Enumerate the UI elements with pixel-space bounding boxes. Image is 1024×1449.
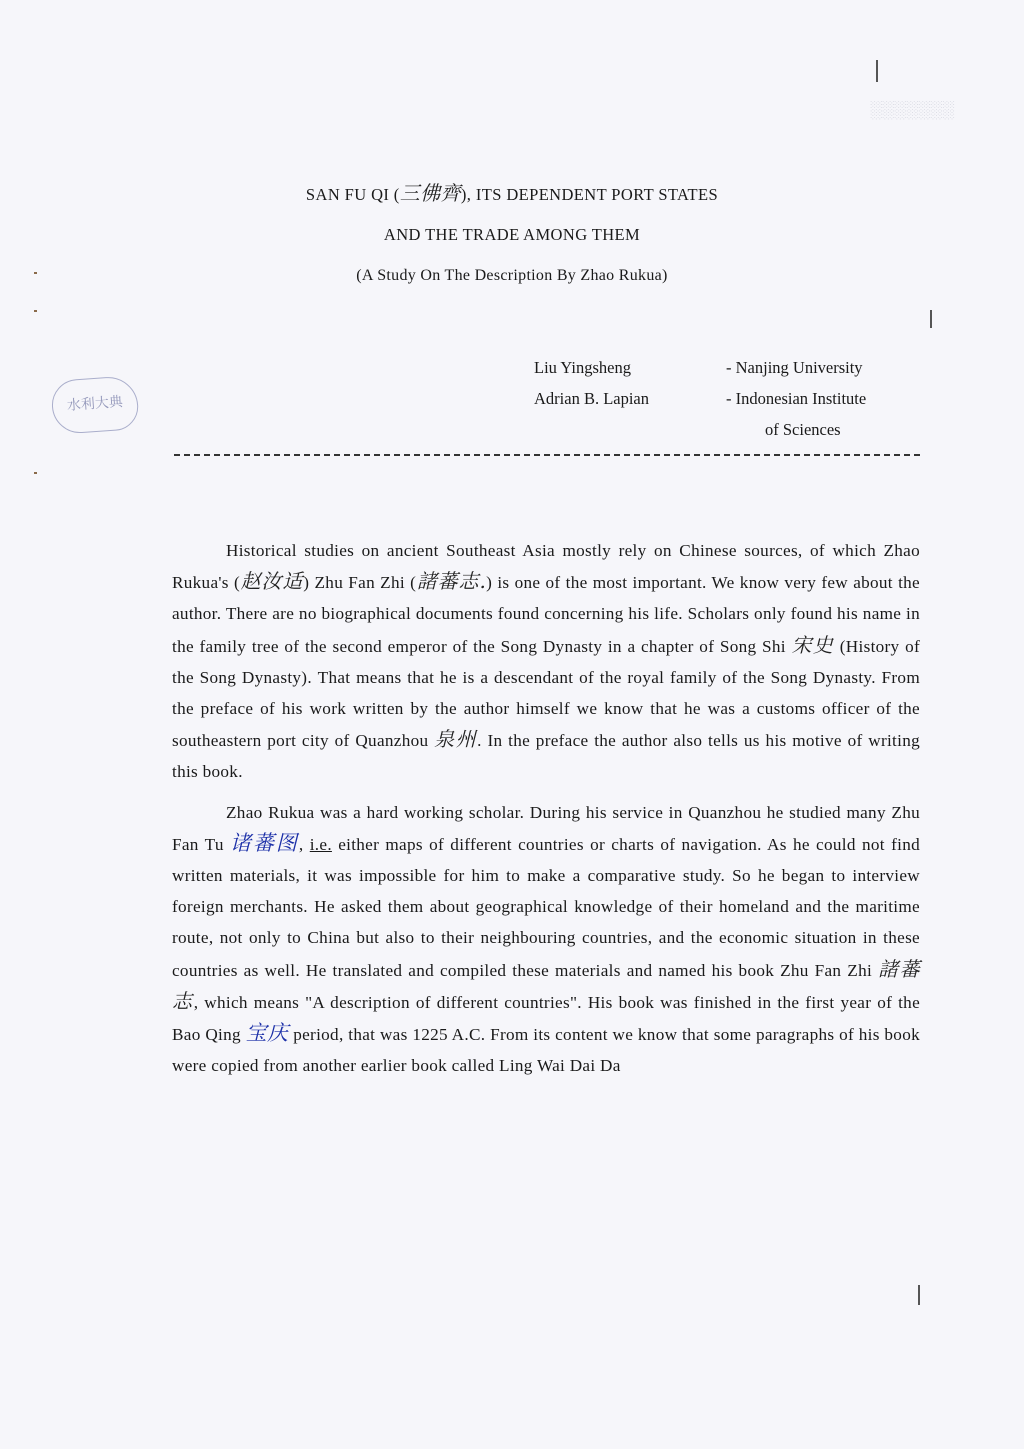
paragraph-1 xyxy=(172,535,920,788)
handwritten-chinese-blue: 诸蕃图 xyxy=(229,830,299,855)
bleed-through-mark: ░░░░░░░ xyxy=(869,100,954,119)
paper-crease xyxy=(876,60,878,82)
title-chinese: 三佛齊 xyxy=(399,181,461,205)
author-affiliation: - Indonesian Institute xyxy=(726,389,867,408)
title-suffix: ), ITS DEPENDENT PORT STATES xyxy=(460,185,719,204)
author-name: Adrian B. Lapian xyxy=(534,389,650,408)
text-run: , xyxy=(298,834,310,854)
author-affiliation-continued: of Sciences xyxy=(765,420,841,439)
paper-mark xyxy=(34,310,37,312)
text-run: period, that was 1225 A.C. From its content we know that some paragraphs of his book were copied from another earlier book called Ling Wai Dai Da xyxy=(172,1025,920,1076)
paragraph-2 xyxy=(172,797,920,1082)
handwritten-chinese: 赵汝适 xyxy=(239,569,304,594)
body-text xyxy=(172,535,920,1090)
handwritten-chinese: 宋史 xyxy=(791,632,835,657)
underlined-text: i.e. xyxy=(309,834,332,854)
text-run: either maps of different countries or charts of navigation. As he could not find written materials, it was impossible for him to make a comparative study. So he began to interview foreign merchants. He asked them about geographical knowledge of their homeland and the maritime route, not only to China but also to their neighbouring countries, and the economic situation in these countries as well. He translated and compiled these materials and named his book Zhu Fan Zhi xyxy=(172,834,920,980)
title-prefix: SAN FU QI ( xyxy=(305,185,400,204)
text-run: ) is one of the most important. We know very few about the author. There are no biographical documents found concerning his life. Scholars only found his name in the family tree of the second emperor of the Song Dynasty in a chapter of Song Shi xyxy=(172,573,920,656)
handwritten-chinese: 泉州 xyxy=(434,727,478,752)
text-run: Historical studies on ancient Southeast Asia mostly rely on Chinese sources, of which Zhao Rukua's ( xyxy=(172,541,920,593)
author-row xyxy=(534,352,866,383)
handwritten-chinese-blue: 宝庆 xyxy=(245,1021,289,1046)
subtitle: (A Study On The Description By Zhao Rukua) xyxy=(356,267,668,284)
text-run: Zhao Rukua was a hard working scholar. During his service in Quanzhou he studied many Zhu Fan Tu xyxy=(172,802,920,854)
handwritten-margin-note: 水利大典 xyxy=(50,375,140,435)
paper-crease xyxy=(918,1285,920,1305)
paper-crease xyxy=(930,310,932,328)
handwritten-chinese: 諸蕃志 xyxy=(172,956,920,1013)
paper-mark xyxy=(34,472,37,474)
author-list xyxy=(534,352,866,445)
dashed-divider xyxy=(174,454,920,456)
text-run: ) Zhu Fan Zhi ( xyxy=(303,573,417,593)
text-run: . In the preface the author also tells us his motive of writing this book. xyxy=(172,731,920,782)
author-affiliation: - Nanjing University xyxy=(726,358,863,377)
text-run: (History of the Song Dynasty). That means that he is a descendant of the royal family of the Song Dynasty. From the preface of his work written by the author himself we know that he was a customs officer of the southeastern port city of Quanzhou xyxy=(172,636,920,751)
handwritten-chinese: 諸蕃志. xyxy=(416,569,487,594)
author-name: Liu Yingsheng xyxy=(534,358,632,377)
text-run: , which means "A description of different countries". His book was finished in the first year of the Bao Qing xyxy=(172,992,920,1045)
author-row xyxy=(534,383,866,414)
title-line-1 xyxy=(0,172,1024,214)
title-block xyxy=(0,172,1024,296)
title-line-2: AND THE TRADE AMONG THEM xyxy=(383,225,641,244)
